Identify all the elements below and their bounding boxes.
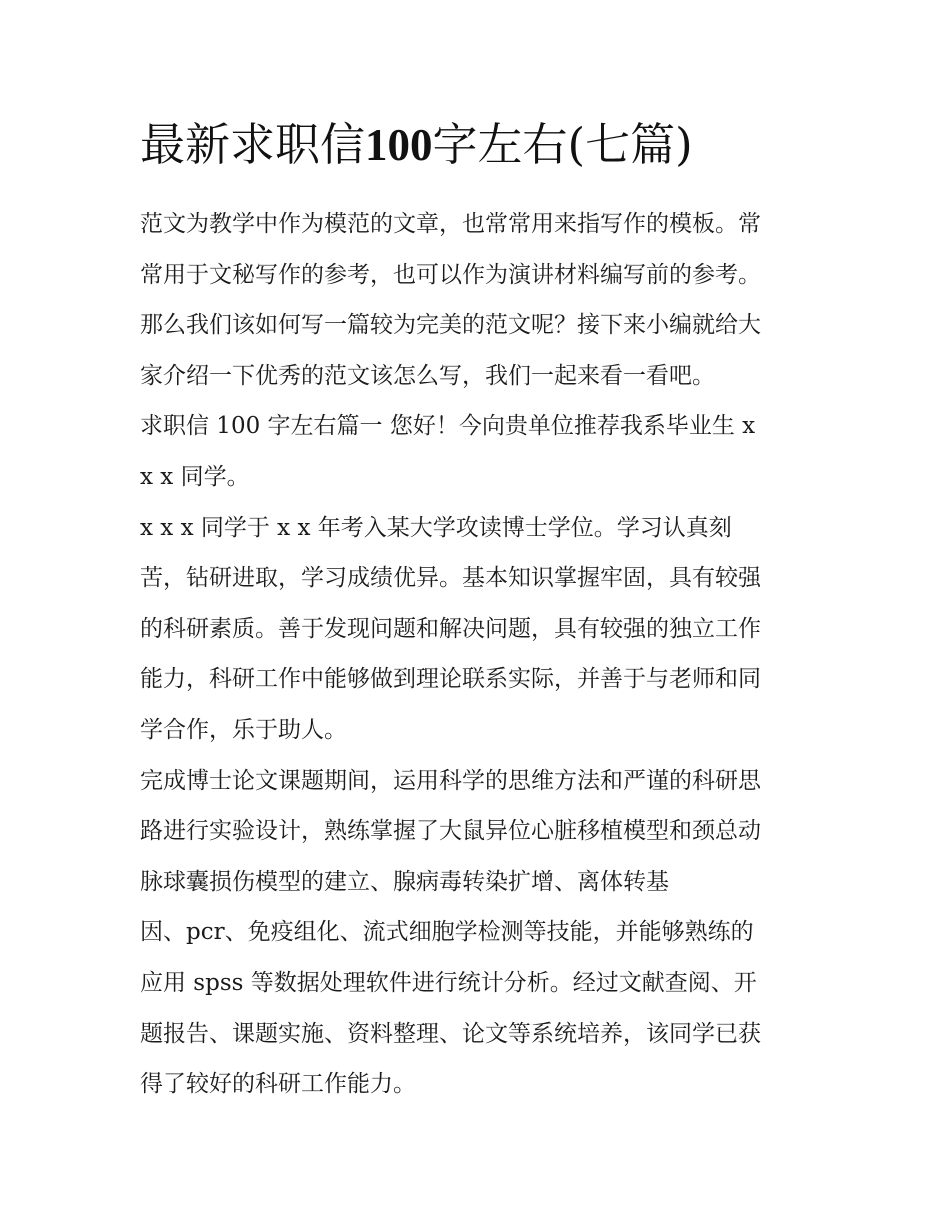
- title-prefix: 最新求职信: [140, 118, 366, 171]
- text-line: 范文为教学中作为模范的文章，也常常用来指写作的模板。常: [140, 211, 761, 237]
- title-number: 100: [365, 120, 433, 170]
- text-line: 题报告、课题实施、资料整理、论文等系统培养，该同学已获: [140, 1020, 761, 1047]
- text-line: 常用于文秘写作的参考，也可以作为演讲材料编写前的参考。: [140, 261, 761, 288]
- title-suffix: 字左右(七篇): [432, 118, 693, 171]
- text-line: x x x 同学于 x x 年考入某大学攻读博士学位。学习认真刻: [140, 514, 732, 541]
- text-line: 家介绍一下优秀的范文该怎么写，我们一起来看一看吧。: [140, 362, 715, 389]
- text-line: 得了较好的科研工作能力。: [140, 1071, 416, 1098]
- document-title: [140, 114, 840, 176]
- text-line: 应用 spss 等数据处理软件进行统计分析。经过文献查阅、开: [140, 969, 757, 996]
- text-line: 那么我们该如何写一篇较为完美的范文呢？接下来小编就给大: [140, 312, 761, 339]
- text-line: 能力，科研工作中能够做到理论联系实际，并善于与老师和同: [140, 666, 761, 693]
- text-line: 脉球囊损伤模型的建立、腺病毒转染扩增、离体转基: [140, 868, 669, 895]
- text-line: 求职信 100 字左右篇一 您好！今向贵单位推荐我系毕业生 x: [140, 413, 756, 440]
- document-body: [140, 199, 820, 1110]
- text-line: 路进行实验设计，熟练掌握了大鼠异位心脏移植模型和颈总动: [140, 818, 761, 845]
- text-line: 苦，钻研进取，学习成绩优异。基本知识掌握牢固，具有较强: [140, 565, 761, 592]
- text-line: 学合作，乐于助人。: [140, 716, 347, 743]
- text-line: 的科研素质。善于发现问题和解决问题，具有较强的独立工作: [140, 615, 761, 642]
- text-line: 完成博士论文课题期间，运用科学的思维方法和严谨的科研思: [140, 767, 761, 794]
- text-line: 因、pcr、免疫组化、流式细胞学检测等技能，并能够熟练的: [140, 919, 754, 946]
- text-line: x x 同学。: [140, 463, 250, 490]
